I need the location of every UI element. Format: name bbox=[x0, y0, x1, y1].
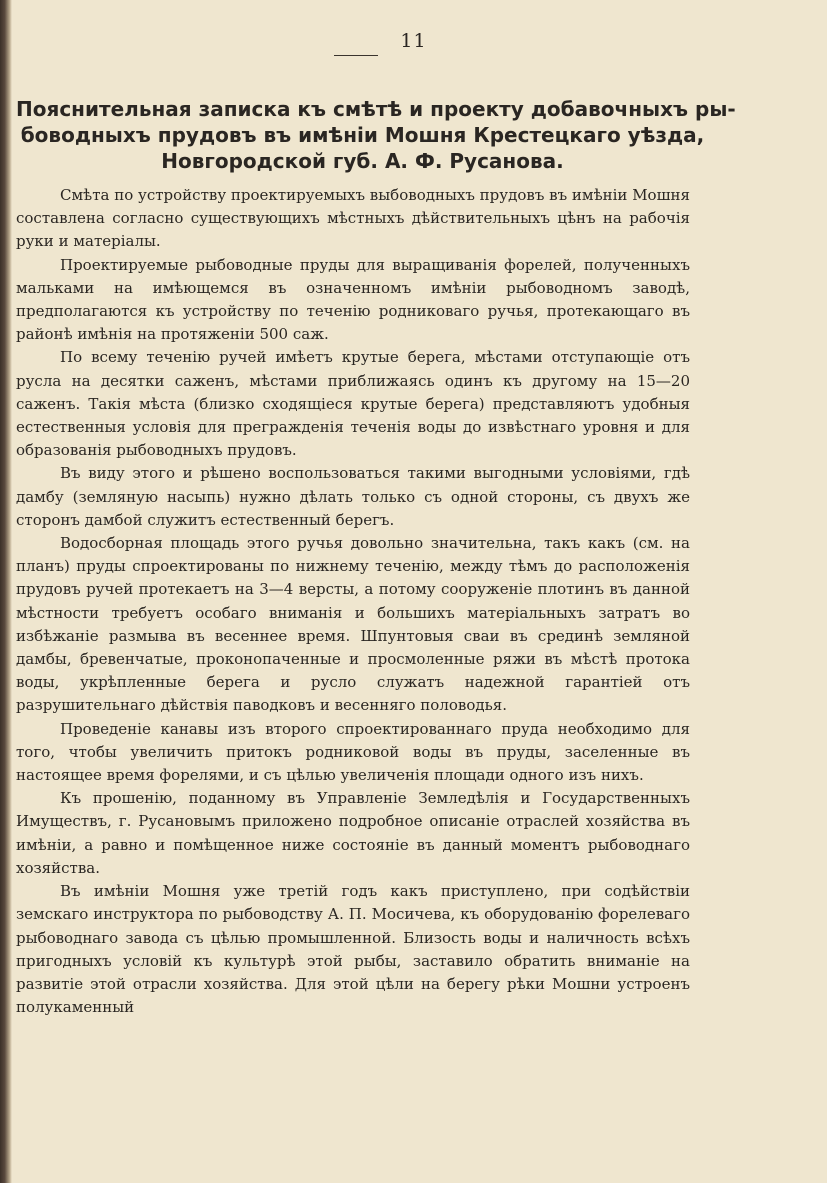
paragraph: Водосборная площадь этого ручья довольно значительна, такъ какъ (см. на планъ) пруды спроектированы по нижнему теченію, между тѣмъ до расположенія прудовъ ручей протекаетъ на 3—4 версты, а потому сооруженіе плотинъ въ данной мѣстности требуетъ особаго вниманія и большихъ матеріальныхъ затратъ во избѣжаніе размыва въ весеннее время. Шпунтовыя сваи въ срединѣ земляной дамбы, бревенчатые, проконопаченные и просмоленные ряжи въ мѣстѣ протока воды, укрѣпленные берега и русло служатъ надежной гарантіей отъ разрушительнаго дѣйствія паводковъ и весенняго половодья. bbox=[16, 534, 690, 715]
document-body bbox=[16, 184, 690, 1019]
paragraph: Въ виду этого и рѣшено воспользоваться такими выгодными условіями, гдѣ дамбу (земляную насыпь) нужно дѣлать только съ одной стороны, съ двухъ же сторонъ дамбой служитъ естественный берегъ. bbox=[16, 464, 690, 529]
paragraph: Проектируемые рыбоводные пруды для выращиванія форелей, полученныхъ мальками на имѣющемся въ означенномъ имѣніи рыбоводномъ заводѣ, предполагаются къ устройству по теченію родниковаго ручья, протекающаго въ районѣ имѣнія на протяженіи 500 саж. bbox=[16, 255, 690, 344]
paragraph: Проведеніе канавы изъ второго спроектированнаго пруда необходимо для того, чтобы увеличить притокъ родниковой воды въ пруды, заселенные въ настоящее время форелями, и съ цѣлью увеличенія площади одного изъ нихъ. bbox=[16, 719, 690, 785]
paragraph: Къ прошенію, поданному въ Управленіе Земледѣлія и Государственныхъ Имуществъ, г. Русановымъ приложено подробное описаніе отраслей хозяйства въ имѣніи, а равно и помѣщенное ниже состояніе въ данный моментъ рыбоводнаго хозяйства. bbox=[16, 789, 690, 877]
document-title bbox=[16, 96, 736, 174]
book-spine-edge bbox=[0, 0, 12, 1183]
title-line: боводныхъ прудовъ въ имѣніи Мошня Крестецкаго уѣзда, bbox=[20, 123, 705, 147]
page-number: 11 bbox=[400, 30, 427, 52]
paragraph: Въ имѣніи Мошня уже третій годъ какъ приступлено, при содѣйствіи земскаго инструктора по рыбоводству А. П. Мосичева, къ оборудованію форелеваго рыбоводнаго завода съ цѣлью промышленной. Близость воды и наличность всѣхъ пригодныхъ условій къ культурѣ этой рыбы, заставило обратить вниманіе на развитіе этой отрасли хозяйства. Для этой цѣли на берегу рѣки Мошни устроенъ полукаменный bbox=[16, 882, 690, 1017]
title-line: Пояснительная записка къ смѣтѣ и проекту добавочныхъ ры- bbox=[16, 97, 736, 121]
title-line: Новгородской губ. А. Ф. Русанова. bbox=[161, 149, 564, 173]
paragraph: Смѣта по устройству проектируемыхъ выбоводныхъ прудовъ въ имѣніи Мошня составлена согласно существующихъ мѣстныхъ дѣйствительныхъ цѣнъ на рабочія руки и матеріалы. bbox=[16, 186, 690, 251]
paragraph: По всему теченію ручей имѣетъ крутые берега, мѣстами отступающіе отъ русла на десятки саженъ, мѣстами приближаясь одинъ къ другому на 15—20 саженъ. Такія мѣста (близко сходящіеся крутые берега) представляютъ удобныя естественныя условія для прегражденія теченія воды до извѣстнаго уровня и для образованія рыбоводныхъ прудовъ. bbox=[16, 348, 690, 460]
page-number-rule bbox=[334, 55, 378, 56]
